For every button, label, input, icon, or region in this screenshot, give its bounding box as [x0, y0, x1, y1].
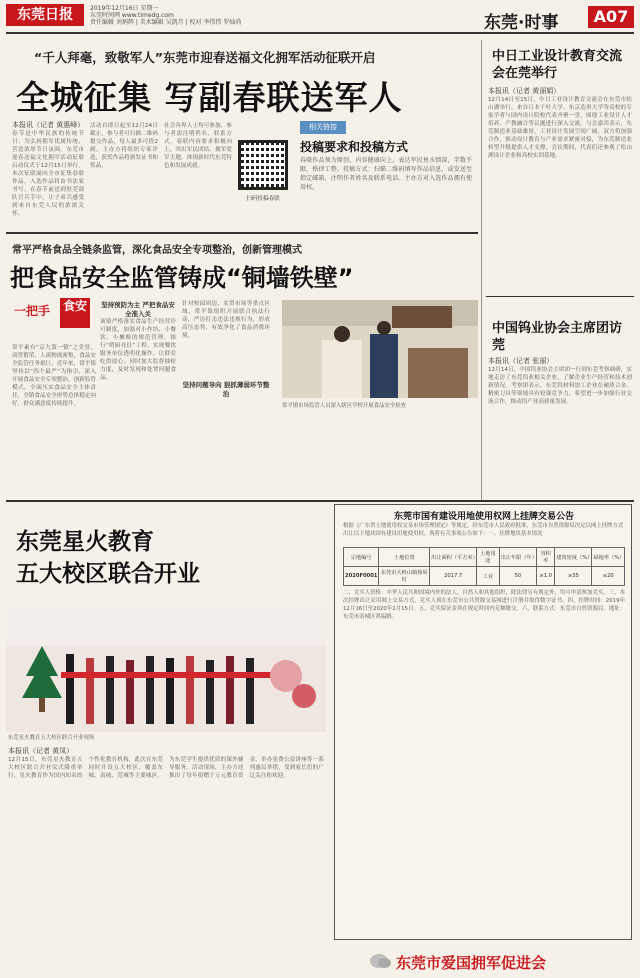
page-number: A07 — [588, 6, 634, 28]
sub-line: 东莞时间网 www.timedg.com — [90, 12, 174, 19]
land-notice-title: 东莞市国有建设用地使用权网上挂牌交易公告 — [393, 512, 574, 522]
edu-byline: 本报讯（记者 黄凤） — [8, 747, 74, 755]
cell-area: 2017.7 — [430, 567, 477, 586]
food-headline: 把食品安全监管铸成“铜墙铁壁” — [10, 264, 354, 292]
qr-label: 扫码投稿春联 — [246, 196, 280, 202]
section-title: 东莞·时事 — [484, 13, 559, 33]
cell-green: ≤20 — [592, 567, 625, 586]
lead-body-3: 社会各界人士均可参加，参与者需注明姓名、联系方式。春联内容要求积极向上，突出军民团结、拥军爱军主题，体现新时代东莞特色和发展成就。 — [164, 123, 232, 169]
column-divider — [481, 40, 482, 500]
col-area: 出让面积（平方米） — [430, 548, 477, 567]
cell-use: 工业 — [477, 567, 499, 586]
qr-code-icon[interactable] — [238, 140, 288, 190]
cell-far: ≥1.0 — [537, 567, 555, 586]
masthead-info — [90, 5, 241, 26]
edu-headline-1: 东莞星火教育 — [16, 528, 154, 555]
badge-text-b: 食安 — [60, 298, 90, 328]
lead-byline: 本报讯（记者 黄惠峰） — [12, 121, 85, 129]
food-body-2: 该镇严格落实食品生产经营许可制度，加强对小作坊、小餐饮、小摊贩的规范管理，推行“明厨亮灶”工程，实现餐饮服务单位透明化操作，让群众吃得放心。同时加大监督抽检力度，及时发现和处置问题食品。 — [100, 319, 176, 381]
sidebar-story1-title: 中日工业设计教育交流会在莞举行 — [492, 49, 623, 81]
edu-body: 12月15日，东莞星火教育五大校区联合开业仪式隆重举行。星火教育作为国内知名的个性化教育机构，此次在东莞同时开设五大校区，覆盖东城、南城、莞城等主要城区，为东莞学生提供优质的课外辅导服务。活动现场，主办方还推出了每年捐赠千万元教育资金、举办免费公益讲座等一系列惠民举措，受到家长们的广泛关注和欢迎。 — [8, 757, 324, 779]
masthead — [6, 4, 634, 34]
food-subhead-2: 坚持问题导向 狠抓薄弱环节整治 — [182, 381, 270, 398]
submission-box-title: 投稿要求和投稿方式 — [300, 140, 409, 154]
food-photo-illustration — [282, 300, 478, 398]
food-photo-caption: 常平镇市场监管人员深入辖区学校开展食品安全检查 — [282, 403, 406, 409]
food-inspection-photo — [282, 300, 478, 398]
badge-text-a: 一把手 — [14, 304, 51, 318]
cell-parcel-no: 2020F0001 — [344, 567, 379, 586]
editors-line: 责任编辑 刘炳辉 | 美术编辑 吴凯月 | 校对 李伟伟 罗灿尚 — [90, 19, 242, 26]
newspaper-logo: 东莞日报 — [6, 4, 84, 26]
food-kicker: 常平严格食品全链条监管，深化食品安全专项整治，创新管理模式 — [12, 245, 302, 256]
land-table — [343, 547, 625, 586]
col-density: 建筑密度（%） — [555, 548, 592, 567]
sidebar-story1-byline: 本报讯（记者 黄丽娟） — [488, 87, 561, 95]
food-body-3: 针对校园周边、农贸市场等重点区域，常平镇组织开展联合执法行动，严厉打击违法违规行为，形成高压态势，有效净化了食品消费环境。 — [182, 301, 270, 339]
divider — [6, 232, 478, 234]
cell-density: ≥35 — [555, 567, 592, 586]
lead-kicker: “千人拜毫，致敬军人”东莞市迎春送福文化拥军活动征联开启 — [34, 50, 376, 65]
lead-body-2: 活动自即日起至12月24日截止，参与者可扫描二维码提交作品，每人最多可投2副。主办方将组织专家评选，获奖作品将颁发证书和奖品。 — [90, 123, 158, 169]
sidebar-divider — [486, 296, 634, 297]
col-use: 土地用途 — [477, 548, 499, 567]
land-table-header-row — [344, 548, 625, 567]
col-term: 出让年限（年） — [499, 548, 536, 567]
sidebar-story2-title: 中国钨业协会主席团访莞 — [492, 321, 623, 353]
food-safety-badge — [14, 298, 90, 340]
wechat-icon — [370, 954, 388, 968]
sidebar-story2-byline: 本报讯（记者 张丽） — [488, 357, 554, 365]
watermark-text: 东莞市爱国拥军促进会 — [396, 954, 547, 972]
food-subhead-1: 坚持预防为主 严把食品安全准入关 — [101, 301, 175, 318]
related-link-tag: 相关链接 — [300, 121, 346, 134]
lead-body-1: 春节是中华民族的传统节日。为弘扬拥军优属传统，营造浓厚节日氛围，东莞市迎春送福文化拥军活动征联启动仪式于12月15日举行。本次征联面向全市征集春联作品，入选作品将由书法家书写，在春节前送到驻莞部队官兵手中，让子弟兵感受到来自东莞人民的浓浓关怀。 — [12, 131, 84, 217]
col-green: 绿地率（%） — [592, 548, 625, 567]
sidebar-story1-body: 12月14日至15日，中日工业设计教育交流会在东莞市松山湖举行。来自日本千叶大学、东京造形大学等高校的专家学者与国内设计院校代表齐聚一堂，围绕工业设计人才培养、产教融合等议题进行深入交流。与会嘉宾表示，东莞制造业基础雄厚，工业设计发展空间广阔，双方将加强合作，推动设计教育与产业需求紧密对接，为东莞制造业转型升级提供人才支撑。会议期间，代表们还参观了松山湖设计企业和高校实训基地。 — [488, 97, 632, 159]
table-row — [344, 567, 625, 586]
land-notice-intro: 根据《广东省土地使用权交易市场管理规定》等规定，经东莞市人民政府批准，东莞市自然资源局决定以网上挂牌方式出让以下地块国有建设用地使用权。现将有关事项公告如下：一、挂牌地块基本情况 — [343, 523, 624, 537]
col-location: 土地位置 — [379, 548, 430, 567]
lead-headline: 全城征集 写副春联送军人 — [16, 78, 403, 117]
edu-photo-illustration — [6, 606, 326, 732]
date-line: 2019年12月16日 星期一 — [90, 5, 159, 12]
submission-box-body: 春联作品须为原创，内容健康向上，表达军民鱼水情深，字数不限，格律工整。投稿方式：扫描二维码填写作品信息，或发送至指定邮箱，注明作者姓名及联系电话。主办方对入选作品拥有使用权。 — [300, 157, 472, 191]
col-far: 容积率 — [537, 548, 555, 567]
col-parcel-no: 宗地编号 — [344, 548, 379, 567]
divider-2 — [6, 500, 634, 502]
food-body-1: 常平素有“京九第一镇”之美誉，商贸繁荣，人流物流密集，食品安全监管任务艰巨。近年来，常平镇坚持以“四个最严”为指引，深入开展食品安全专项整治，创新监管模式，全面压实食品安全主体责任，全镇食品安全形势总体稳定向好，群众满意度持续提升。 — [12, 345, 96, 407]
land-notice — [334, 504, 632, 940]
edu-opening-photo — [6, 606, 326, 732]
footer — [0, 944, 640, 978]
edu-photo-caption: 东莞星火教育五大校区联合开业现场 — [8, 735, 95, 741]
land-notice-body: 二、竞买人资格：中华人民共和国境内外的法人、自然人和其他组织，除法律另有规定外，均可申请参加竞买。三、本次挂牌出让采用网上交易方式，竞买人须在东莞市公共资源交易网进行注册并取得数字证书。四、挂牌时间：2019年12月16日至2020年1月15日。五、竞买保证金须在规定时间内足额缴交。六、联系方式：东莞市自然资源局，地址：东莞市南城区鸿福路。 — [343, 590, 625, 620]
cell-term: 50 — [499, 567, 536, 586]
edu-headline-2: 五大校区联合开业 — [16, 560, 200, 587]
cell-location: 东莞市大岭山镇杨屋村 — [379, 567, 430, 586]
sidebar-story2-body: 12月14日，中国钨业协会主席团一行到东莞考察调研，实地走访了东莞钨业相关企业，了解企业生产经营和技术创新情况。考察团表示，东莞钨材料加工企业在硬质合金、精密刀具等领域具有较强竞争力，希望进一步加强行业交流合作，推动钨产业高质量发展。 — [488, 367, 632, 405]
